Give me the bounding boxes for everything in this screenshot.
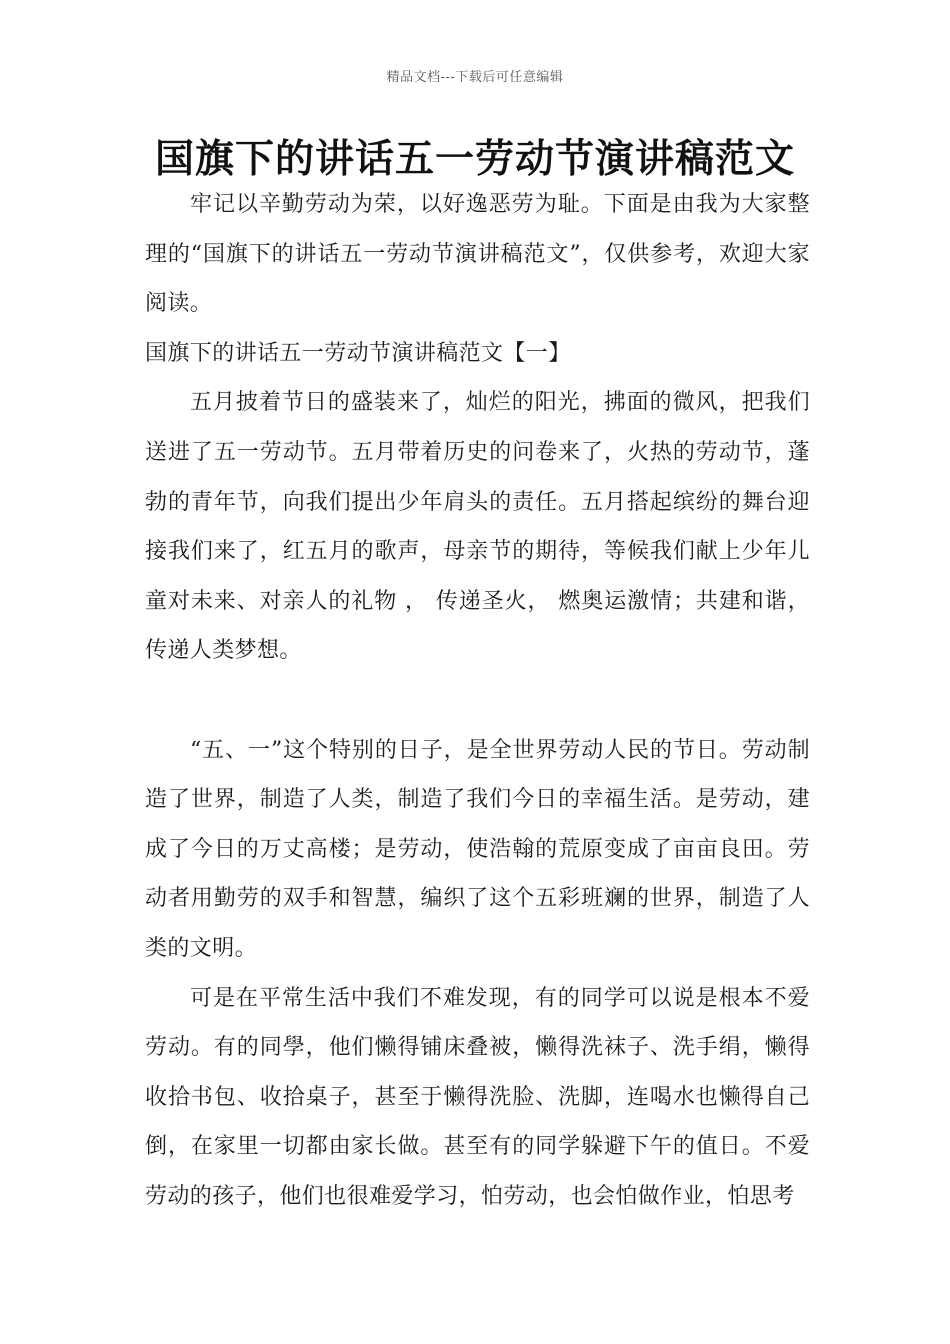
paragraph-gap [145, 676, 810, 726]
document-title: 国旗下的讲话五一劳动节演讲稿范文 [154, 137, 795, 182]
header-note: 精品文档---下载后可任意编辑 [386, 70, 564, 85]
body-paragraph-1: 五月披着节日的盛装来了，灿烂的阳光，拂面的微风，把我们送进了五一劳动节。五月带着历史的问卷来了，火热的劳动节，蓬勃的青年节，向我们提出少年肩头的责任。五月搭起缤纷的舞台迎接我们来了，红五月的歌声，母亲节的期待，等候我们献上少年儿童对未来、对亲人的礼物 ， 传递圣火， 燃奥运激情；共建和谐，传递人类梦想。 [145, 390, 810, 664]
document-body [145, 180, 810, 1221]
section-heading: 国旗下的讲话五一劳动节演讲稿范文【一】 [145, 340, 571, 366]
body-paragraph-2: “五、一”这个特别的日子，是全世界劳动人民的节日。劳动制造了世界，制造了人类，制造了我们今日的幸福生活。是劳动，建成了今日的万丈高楼；是劳动，使浩翰的荒原变成了亩亩良田。劳动者用勤劳的双手和智慧，编织了这个五彩班斓的世界，制造了人类的文明。 [145, 737, 810, 961]
intro-paragraph: 牢记以辛勤劳动为荣，以好逸恶劳为耻。下面是由我为大家整理的“国旗下的讲话五一劳动节演讲稿范文”，仅供参考，欢迎大家阅读。 [145, 192, 810, 317]
body-paragraph-3: 可是在平常生活中我们不难发现，有的同学可以说是根本不爱劳动。有的同學，他们懒得铺床叠被，懒得洗袜子、洗手绢，懒得收拾书包、收拾桌子，甚至于懒得洗脸、洗脚，连喝水也懒得自己倒，在家里一切都由家长做。甚至有的同学躲避下午的值日。不爱劳动的孩子，他们也很难爱学习，怕劳动，也会怕做作业，怕思考 [145, 985, 810, 1209]
